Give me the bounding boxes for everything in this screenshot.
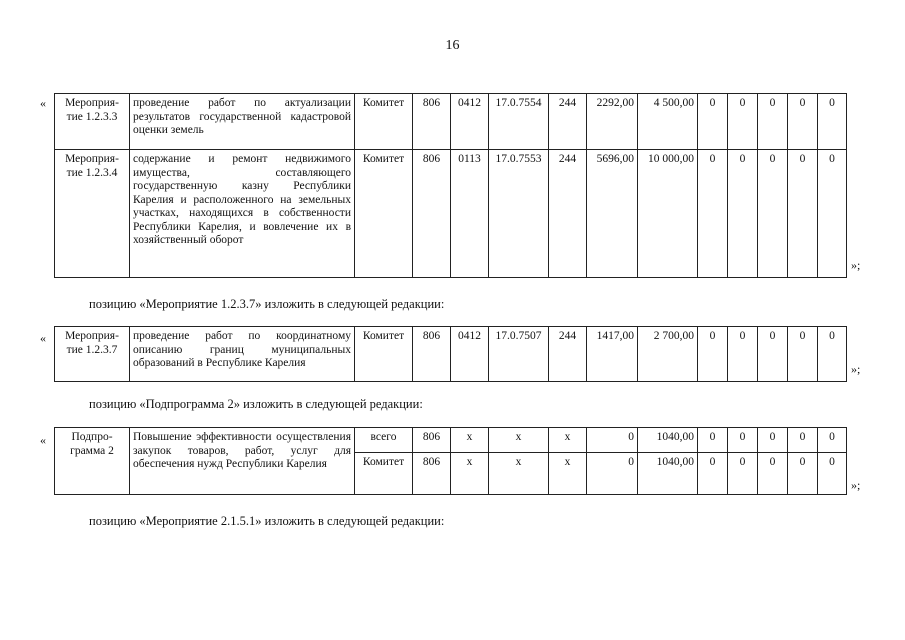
table-row: [55, 428, 847, 453]
target-article: 17.0.7507: [489, 327, 549, 382]
section-code: х: [451, 428, 489, 453]
value-cell: 4 500,00: [638, 94, 698, 150]
value-cell: 0: [587, 428, 638, 453]
grbs-code: 806: [413, 428, 451, 453]
closing-quote: »;: [851, 362, 861, 376]
grbs-code: 806: [413, 150, 451, 278]
value-cell: 0: [587, 453, 638, 495]
value-cell: 0: [788, 428, 818, 453]
value-cell: 0: [818, 94, 847, 150]
table-row: [55, 150, 847, 278]
value-cell: 0: [818, 150, 847, 278]
value-cell: 0: [728, 327, 758, 382]
value-cell: 0: [758, 453, 788, 495]
value-cell: 0: [698, 150, 728, 278]
opening-quote: «: [40, 331, 46, 345]
value-cell: 0: [788, 327, 818, 382]
instruction-paragraph: позицию «Мероприятие 2.1.5.1» изложить в следующей редакции:: [89, 514, 445, 528]
responsible: всего: [355, 428, 413, 453]
value-cell: 0: [698, 428, 728, 453]
target-article: х: [489, 453, 549, 495]
target-article: х: [489, 428, 549, 453]
subprogram-name: Подпро-грамма 2: [55, 428, 130, 495]
value-cell: 0: [758, 327, 788, 382]
instruction-paragraph: позицию «Мероприятие 1.2.3.7» изложить в следующей редакции:: [89, 297, 445, 311]
expense-type: 244: [549, 150, 587, 278]
responsible: Комитет: [355, 94, 413, 150]
value-cell: 0: [728, 453, 758, 495]
page-number: 16: [445, 38, 460, 53]
section-code: х: [451, 453, 489, 495]
value-cell: 0: [818, 453, 847, 495]
expense-type: 244: [549, 94, 587, 150]
target-article: 17.0.7553: [489, 150, 549, 278]
value-cell: 0: [788, 150, 818, 278]
measure-name: Мероприя-тие 1.2.3.3: [55, 94, 130, 150]
value-cell: 0: [788, 453, 818, 495]
value-cell: 0: [698, 327, 728, 382]
value-cell: 5696,00: [587, 150, 638, 278]
value-cell: 0: [758, 94, 788, 150]
value-cell: 0: [818, 428, 847, 453]
table-row: [55, 94, 847, 150]
section-code: 0113: [451, 150, 489, 278]
value-cell: 1040,00: [638, 453, 698, 495]
expense-type: х: [549, 428, 587, 453]
value-cell: 2 700,00: [638, 327, 698, 382]
measure-name: Мероприя-тие 1.2.3.7: [55, 327, 130, 382]
responsible: Комитет: [355, 327, 413, 382]
value-cell: 0: [788, 94, 818, 150]
value-cell: 1040,00: [638, 428, 698, 453]
value-cell: 1417,00: [587, 327, 638, 382]
value-cell: 0: [758, 428, 788, 453]
opening-quote: «: [40, 96, 46, 110]
table-row: [55, 327, 847, 382]
value-cell: 2292,00: [587, 94, 638, 150]
expense-type: 244: [549, 327, 587, 382]
program-table-3: [54, 427, 847, 495]
measure-name: Мероприя-тие 1.2.3.4: [55, 150, 130, 278]
grbs-code: 806: [413, 453, 451, 495]
closing-quote: »;: [851, 258, 861, 272]
section-code: 0412: [451, 94, 489, 150]
value-cell: 0: [728, 94, 758, 150]
program-table-1: [54, 93, 847, 278]
value-cell: 10 000,00: [638, 150, 698, 278]
measure-description: проведение работ по координатному описанию границ муниципальных образований в Республике Карелия: [130, 327, 355, 382]
measure-description: содержание и ремонт недвижимого имущества, составляющего государственную казну Республики Карелия и расположенного на земельных участках, находящихся в собственности Республики Карелия, и вовлечение их в хозяйственный оборот: [130, 150, 355, 278]
value-cell: 0: [698, 94, 728, 150]
program-table-2: [54, 326, 847, 382]
value-cell: 0: [818, 327, 847, 382]
measure-description: проведение работ по актуализации результатов государственной кадастровой оценки земель: [130, 94, 355, 150]
instruction-paragraph: позицию «Подпрограмма 2» изложить в следующей редакции:: [89, 397, 423, 411]
expense-type: х: [549, 453, 587, 495]
value-cell: 0: [728, 428, 758, 453]
responsible: Комитет: [355, 453, 413, 495]
closing-quote: »;: [851, 478, 861, 492]
grbs-code: 806: [413, 327, 451, 382]
section-code: 0412: [451, 327, 489, 382]
target-article: 17.0.7554: [489, 94, 549, 150]
grbs-code: 806: [413, 94, 451, 150]
responsible: Комитет: [355, 150, 413, 278]
subprogram-description: Повышение эффективности осуществления закупок товаров, работ, услуг для обеспечения нужд Республики Карелия: [130, 428, 355, 495]
value-cell: 0: [698, 453, 728, 495]
value-cell: 0: [728, 150, 758, 278]
value-cell: 0: [758, 150, 788, 278]
opening-quote: «: [40, 433, 46, 447]
